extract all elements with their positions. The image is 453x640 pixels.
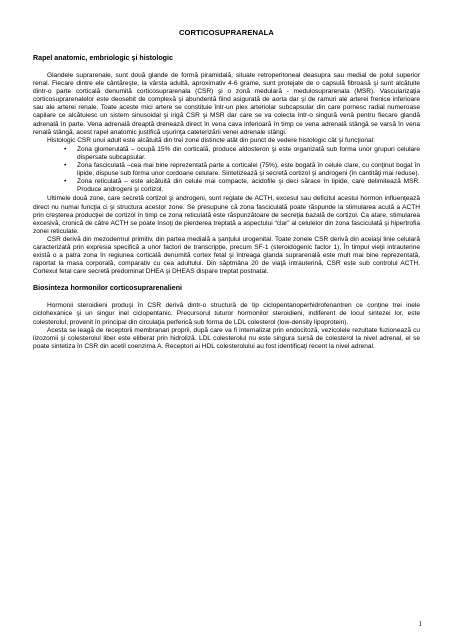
bullet-icon: • bbox=[64, 178, 67, 186]
paragraph-histology-intro: Histologic CSR unui adult este alcătuită din trei zone distincte atât din punct de vedere histologic cât şi funcţional: bbox=[47, 136, 375, 144]
list-item-zona-reticulata bbox=[64, 178, 420, 194]
list-item-zona-fasciculata bbox=[64, 162, 420, 178]
paragraph-ldl-receptors: Acesta se leagă de receptorii membranari proprii, după care va fi internalizat prin endocitoză, vezicolele rezultate fuzionează cu lizozomii şi colesterolul liber este eliberat prin hidroliză. LDL colesterolul nu este singura sursă de colesterol la nivel adrenal, el se poate sintetiza în CSR din acetil coenzima A. Receptori ai HDL colesterolului au fost identificaţi recent la nivel adrenal. bbox=[33, 326, 420, 350]
section-spacer bbox=[33, 276, 420, 284]
paragraph-anatomy: Glandele suprarenale, sunt două glande de formă piramidală, situate retroperitoneal deasupra sau medial de polul superior renal. Fiecare dintre ele cântăreşte, la vârsta adultă, aproximativ 4-6 grame, sunt protejate de o capsulă fibroasă şi sunt alcătuite dintr-o parte corticală denumită corticosuprarenala (CSR) şi o zonă medulară - medulosuprarenala (MSR). Vascularizaţia corticosuprarenalelor este deosebit de complexă şi abundentă fiind asigurată de aorta dar şi de ramuri ale arterei frenice inferioare sau ale arterei renale. Toate aceste mici artere se constituie într-un plex arteriolar subcapsular din care pornesc radial numeroase capilare ce alcătuiesc un sistem sinusoidal şi irigă CSR şi MSR dar care se va colecta într-o singură venă pentru fiecare glandă adrenală în parte. Vena adrenală dreaptă drenează direct în vena cava inferioară în timp ce vena adrenală stângă se varsă în vena renală stângă, acest rapel anatomic justifică uşurinţa cateterizării venei adrenale stângi. bbox=[33, 72, 420, 136]
list-item-zona-glomerulata bbox=[64, 145, 420, 162]
paragraph-embryology: CSR derivă din mezodermul primitiv, din partea medială a şanţului urogenital. Toate zonele CSR derivă din aceiaşi linie celulară caracterizată prin expresia specifică a unor factori de transcripţie, precum SF-1 (steroidogenic factor 1). În timpul vieţii intrauterine există o a patra zona în regiunea corticală denumită cortex fetal şi întreaga glanda suprarenală este mult mai bine reprezentată, raportat la masa corporală, comparativ cu cea adultului. Din săptmâna 20 de viaţă intrauterină, CSR este sub controlul ACTH. Cortexul fetal care secretă predominat DHEA şi DHEAS dispare treptat postnatal. bbox=[33, 235, 420, 276]
document-title: CORTICOSUPRARENALA bbox=[178, 28, 275, 37]
list-item-text: Zona glomerulată – ocupă 15% din corticală, produce aldosteron şi este organizată sub forma unor grupuri celulare dispersate subcapsular. bbox=[77, 145, 420, 161]
list-item-text: Zona reticulată – este alcătuită din celule mai compacte, acidofile şi deci sărace în lipide, care delimitează MSR. Produce androgeni şi cortizol. bbox=[77, 178, 420, 194]
paragraph-steroid-structure: Hormonii steroidieni produşi în CSR derivă dintr-o structură de tip ciclopentanoperhidrofenantren ce conţine trei inele ciclohexanice şi un singur inel ciclopentanic. Precursorul tuturor hormonilor steroidieni, indiferent de locul sintezei lor, este colesterolul, provenit în principal din circulaţia perferică sub forma de LDL colesterol (low-density lipoprotein). bbox=[33, 302, 420, 326]
histology-zone-list bbox=[33, 146, 420, 195]
bullet-icon: • bbox=[64, 145, 67, 153]
bullet-icon: • bbox=[64, 162, 67, 170]
section-heading-anatomy: Rapel anatomic, embriologic şi histologic bbox=[33, 54, 173, 62]
page-number: 1 bbox=[418, 620, 422, 628]
section-heading-biosynthesis: Biosinteza hormonilor corticosuprarenalieni bbox=[33, 284, 182, 293]
list-item-text: Zona fasciculată –cea mai bine reprezentată parte a corticalei (75%), este bogată în celule clare, cu conţinut bogat în lipide, dispuse sub forma unor cordoane celulare. Sintetizează şi secretă cortizol şi androgeni (în cantităţi mai reduse). bbox=[77, 162, 420, 178]
paragraph-acth-regulation: Ultimele două zone, care secretă cortizol şi androgeni, sunt reglate de ACTH, excesul sau deficitul acestui hormon influenţează direct nu numai funcţia ci şi structura acestor zone. Se presupune că zona fasciculată poate răspunde la stimularea acută a ACTH prin creşterea producţiei de cortizol în timp ce zona reticulată este răspunzătoare de secreţia bazală de cortizol. Ca atare, stimularea excesivă, cronică de către ACTH se poate însoţi de pierderea treptată a aspectului “clar” al celulelor din zona fasciculată şi hipertrofia zonei reticulate. bbox=[33, 195, 420, 235]
